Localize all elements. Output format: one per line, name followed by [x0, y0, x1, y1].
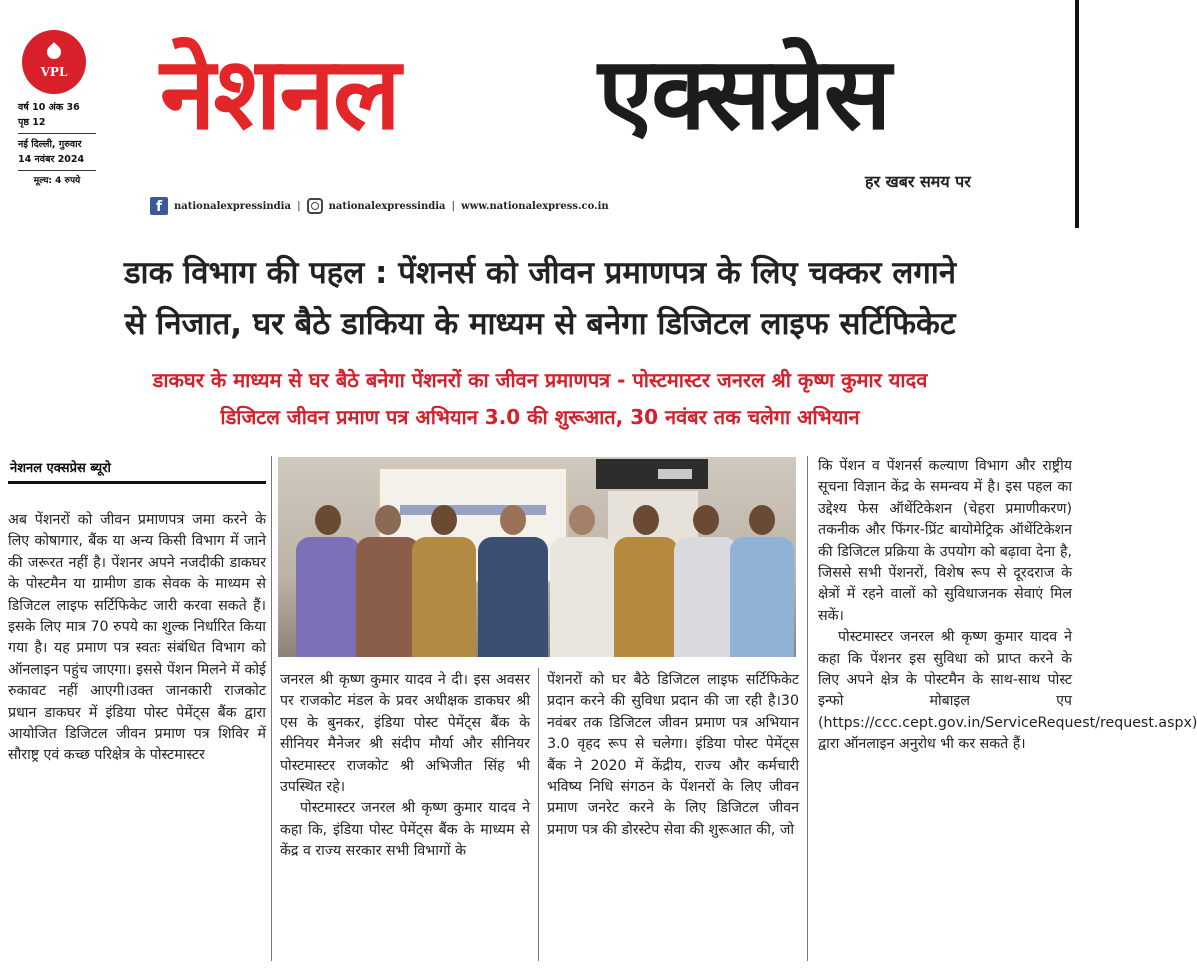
- issue-volume: वर्ष 10 अंक 36: [18, 102, 80, 113]
- issue-place: नई दिल्ली, गुरुवार: [18, 139, 82, 150]
- photo-person: [478, 505, 548, 657]
- article-paragraph: कि पेंशन व पेंशनर्स कल्याण विभाग और राष्ट्रीय सूचना विज्ञान केंद्र के समन्वय में है। इस पहल का उद्देश्य फेस ऑथेंटिकेशन (चेहरा प्रमाणीकरण) तकनीक और फिंगर-प्रिंट बायोमेट्रिक ऑथेंटिकेशन की डिजिटल प्रक्रिया के उपयोग को बढ़ावा देना है, जिससे सभी पेंशनरों, विशेष रूप से दूरदराज के क्षेत्रों में रहने वालों को सुविधाजनक सेवाएं मिल सकें।: [818, 458, 1072, 624]
- photo-person: [356, 505, 420, 657]
- drop-icon: [44, 42, 64, 62]
- newspaper-title-part1: नेशनल: [160, 34, 399, 152]
- newspaper-title-part2: एक्सप्रेस: [598, 34, 890, 152]
- photo-person: [550, 505, 614, 657]
- article-column-2: [280, 670, 530, 863]
- column-divider: [271, 456, 272, 961]
- headline-line2: से निजात, घर बैठे डाकिया के माध्यम से बनेगा डिजिटल लाइफ सर्टिफिकेट: [124, 306, 956, 342]
- photo-person: [296, 505, 360, 657]
- column-divider: [807, 456, 808, 961]
- facebook-handle[interactable]: nationalexpressindia: [174, 200, 291, 212]
- byline-divider: [8, 481, 266, 484]
- article-paragraph: पेंशनरों को घर बैठे डिजिटल लाइफ सर्टिफिकेट प्रदान करने की सुविधा प्रदान की जा रही है।30 नवंबर तक डिजिटल जीवन प्रमाण पत्र अभियान 3.0 वृहद रूप से चलेगा। इंडिया पोस्ट पेमेंट्स बैंक ने 2020 में केंद्रीय, राज्य और कर्मचारी भविष्य निधि संगठन के पेंशनरों के लिए जीवन प्रमाण जनरेट करने के लिए डिजिटल जीवन प्रमाण पत्र की डोरस्टेप सेवा की शुरूआत की, जो: [547, 672, 799, 838]
- main-headline: [0, 248, 1080, 350]
- photo-person: [412, 505, 476, 657]
- social-links: [150, 197, 609, 215]
- photo-person: [614, 505, 678, 657]
- issue-divider: [18, 133, 96, 134]
- subhead-line1: डाकघर के माध्यम से घर बैठे बनेगा पेंशनरों का जीवन प्रमाणपत्र - पोस्टमास्टर जनरल श्री कृष्ण कुमार यादव: [152, 368, 928, 392]
- article-paragraph: अब पेंशनरों को जीवन प्रमाणपत्र जमा करने के लिए कोषागार, बैंक या अन्य किसी विभाग में जाने की जरूरत नहीं है। पेंशनर अपने नजदीकी डाकघर के पोस्टमैन या ग्रामीण डाक सेवक के माध्यम से डिजिटल लाइफ सर्टिफिकेट जारी करवा सकते हैं।इसके लिए मात्र 70 रुपये का शुल्क निर्धारित किया गया है। यह प्रमाण पत्र स्वतः संबंधित विभाग को ऑनलाइन पहुंच जाएगा। इससे पेंशन मिलने में कोई रुकावट नहीं आएगी।उक्त जानकारी राजकोट प्रधान डाकघर में इंडिया पोस्ट पेमेंट्स बैंक द्वारा आयोजित डिजिटल जीवन प्रमाण पत्र शिविर में सौराष्ट्र एवं कच्छ परिक्षेत्र के पोस्टमास्टर: [8, 512, 266, 764]
- facebook-icon: f: [150, 197, 168, 215]
- masthead: [0, 0, 1080, 228]
- photo-bank-signboard: [596, 459, 708, 489]
- article-paragraph: पोस्टमास्टर जनरल श्री कृष्ण कुमार यादव ने कहा कि पेंशनर इस सुविधा को प्राप्त करने के लिए अपने क्षेत्र के पोस्टमैन के साथ-साथ पोस्ट इन्फो मोबाइल एप (https://ccc.cept.gov.in/ServiceRequest/request.aspx) द्वारा ऑनलाइन अनुरोध भी कर सकते हैं।: [818, 629, 1197, 753]
- logo-text: VPL: [40, 65, 68, 79]
- photo-person: [674, 505, 738, 657]
- social-separator: |: [296, 200, 301, 212]
- issue-page-count: पृष्ठ 12: [18, 117, 46, 128]
- instagram-handle[interactable]: nationalexpressindia: [328, 200, 446, 212]
- headline-line1: डाक विभाग की पहल : पेंशनर्स को जीवन प्रमाणपत्र के लिए चक्कर लगाने: [123, 255, 957, 291]
- subhead-line2: डिजिटल जीवन प्रमाण पत्र अभियान 3.0 की शुरूआत, 30 नवंबर तक चलेगा अभियान: [220, 405, 860, 429]
- tagline: हर खबर समय पर: [865, 172, 971, 191]
- vpl-logo: [22, 30, 86, 94]
- photo-person: [730, 505, 794, 657]
- article-column-4: [818, 456, 1197, 756]
- issue-price: मूल्य: 4 रुपये: [33, 176, 81, 186]
- website-link[interactable]: www.nationalexpress.co.in: [461, 200, 609, 212]
- instagram-icon: [307, 198, 323, 214]
- article-paragraph: जनरल श्री कृष्ण कुमार यादव ने दी। इस अवसर पर राजकोट मंडल के प्रवर अधीक्षक डाकघर श्री एस के बुनकर, इंडिया पोस्ट पेमेंट्स बैंक के सीनियर मैनेजर श्री संदीप मौर्या और सीनियर पोस्टमास्टर राजकोट श्री अभिजीत सिंह भी उपस्थित रहे।: [280, 672, 530, 796]
- byline: नेशनल एक्सप्रेस ब्यूरो: [10, 461, 111, 476]
- column-divider: [538, 668, 539, 961]
- social-separator: |: [451, 200, 456, 212]
- issue-info: [18, 100, 96, 189]
- issue-divider: [18, 170, 96, 171]
- sub-headline: [0, 362, 1080, 436]
- article-column-1: [8, 510, 266, 767]
- event-photo: [278, 457, 796, 657]
- article-column-3: [547, 670, 799, 841]
- issue-date: 14 नवंबर 2024: [18, 154, 85, 165]
- masthead-border: [1075, 0, 1079, 228]
- article-paragraph: पोस्टमास्टर जनरल श्री कृष्ण कुमार यादव ने कहा कि, इंडिया पोस्ट पेमेंट्स बैंक के माध्यम से केंद्र व राज्य सरकार सभी विभागों के: [280, 800, 530, 860]
